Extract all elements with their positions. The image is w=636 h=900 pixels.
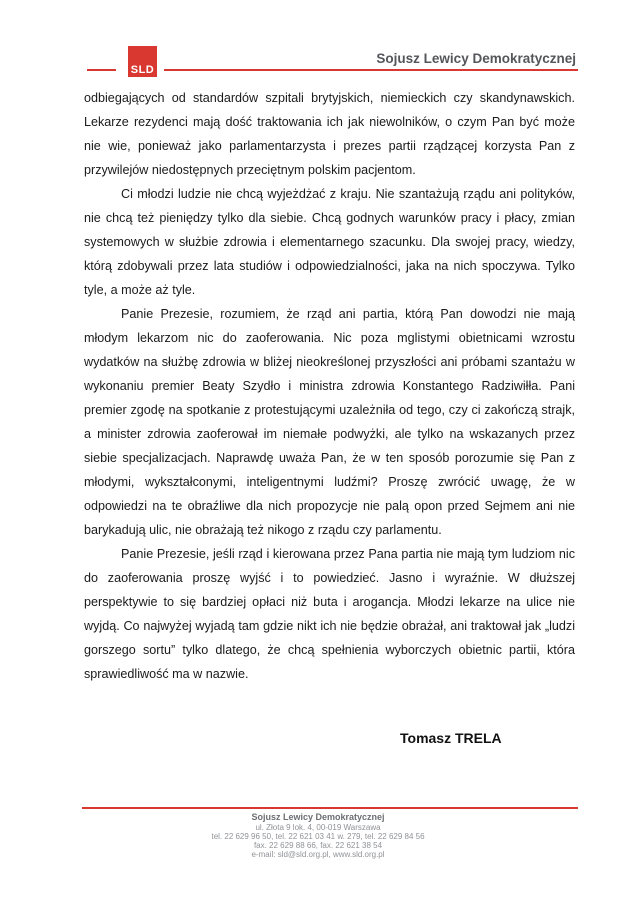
letterhead-rule (164, 69, 578, 71)
letter-paragraph: Panie Prezesie, jeśli rząd i kierowana przez Pana partia nie mają tym ludziom nic do zaoferowania proszę wyjść i to powiedzieć. Jasno i wyraźnie. W dłuższej perspektywie to się bardziej opłaci niż buta i arogancja. Młodzi lekarze na ulice nie wyjdą. Co najwyżej wyjadą tam gdzie nikt ich nie będzie obrażał, ani traktował jak „ludzi gorszego sortu” tylko dlatego, że chcą spełnienia wyborczych obietnic partii, która sprawiedliwość ma w nazwie. (84, 547, 575, 681)
footer-address: ul. Złota 9 lok. 4, 00-019 Warszawa (255, 823, 381, 832)
footer-email-web: e-mail: sld@sld.org.pl, www.sld.org.pl (251, 850, 385, 859)
footer-fax: fax. 22 629 88 66, fax. 22 621 38 54 (253, 841, 383, 850)
letter-body (84, 86, 575, 750)
sld-logo-text: SLD (130, 64, 155, 76)
footer-rule (82, 807, 578, 809)
footer-org-name: Sojusz Lewicy Demokratycznej (251, 812, 385, 822)
signature-name: Tomasz TRELA (400, 730, 502, 746)
letterhead-left-dash (87, 69, 116, 71)
letter-paragraph: Ci młodzi ludzie nie chcą wyjeżdżać z kraju. Nie szantażują rządu ani polityków, nie chcą też pieniędzy tylko dla siebie. Chcą godnych warunków pracy i płacy, zmian systemowych w służbie zdrowia i elementarnego szacunku. Dla swojej pracy, wiedzy, którą zdobywali przez lata studiów i odpowiedzialności, jaka na nich spoczywa. Tylko tyle, a może aż tyle. (84, 187, 575, 297)
sld-logo (128, 46, 157, 77)
letter-paragraph: odbiegających od standardów szpitali brytyjskich, niemieckich czy skandynawskich. Lekarze rezydenci mają dość traktowania ich jak niewolników, o czym Pan być może nie wie, ponieważ jako parlamentarzysta i prezes partii rządzącej korzysta Pan z przywilejów niedostępnych przeciętnym polskim pacjentom. (84, 91, 575, 177)
letterhead-org-name: Sojusz Lewicy Demokratycznej (376, 51, 576, 66)
letter-paragraph: Panie Prezesie, rozumiem, że rząd ani partia, którą Pan dowodzi nie mają młodym lekarzom nic do zaoferowania. Nic poza mglistymi obietnicami wzrostu wydatków na służbę zdrowia w bliżej nieokreślonej przyszłości ani próbami szantażu w wykonaniu premier Beaty Szydło i ministra zdrowia Konstantego Radziwiłła. Pani premier zgodę na spotkanie z protestującymi uzależniła od tego, czy ci zakończą strajk, a minister zdrowia zaoferował im niemałe podwyżki, ale tylko na wskazanych przez siebie specjalizacjach. Naprawdę uważa Pan, że w ten sposób porozumie się Pan z młodymi, wykształconymi, inteligentnymi ludźmi? Proszę zwrócić uwagę, że w odpowiedzi na te obraźliwe dla nich propozycje nie palą opon przed Sejmem ani nie barykadują ulic, nie obrażają też nikogo z rządu czy parlamentu. (84, 307, 575, 537)
footer-phones: tel. 22 629 96 50, tel. 22 621 03 41 w. 279, tel. 22 629 84 56 (211, 832, 425, 841)
footer (0, 812, 636, 859)
